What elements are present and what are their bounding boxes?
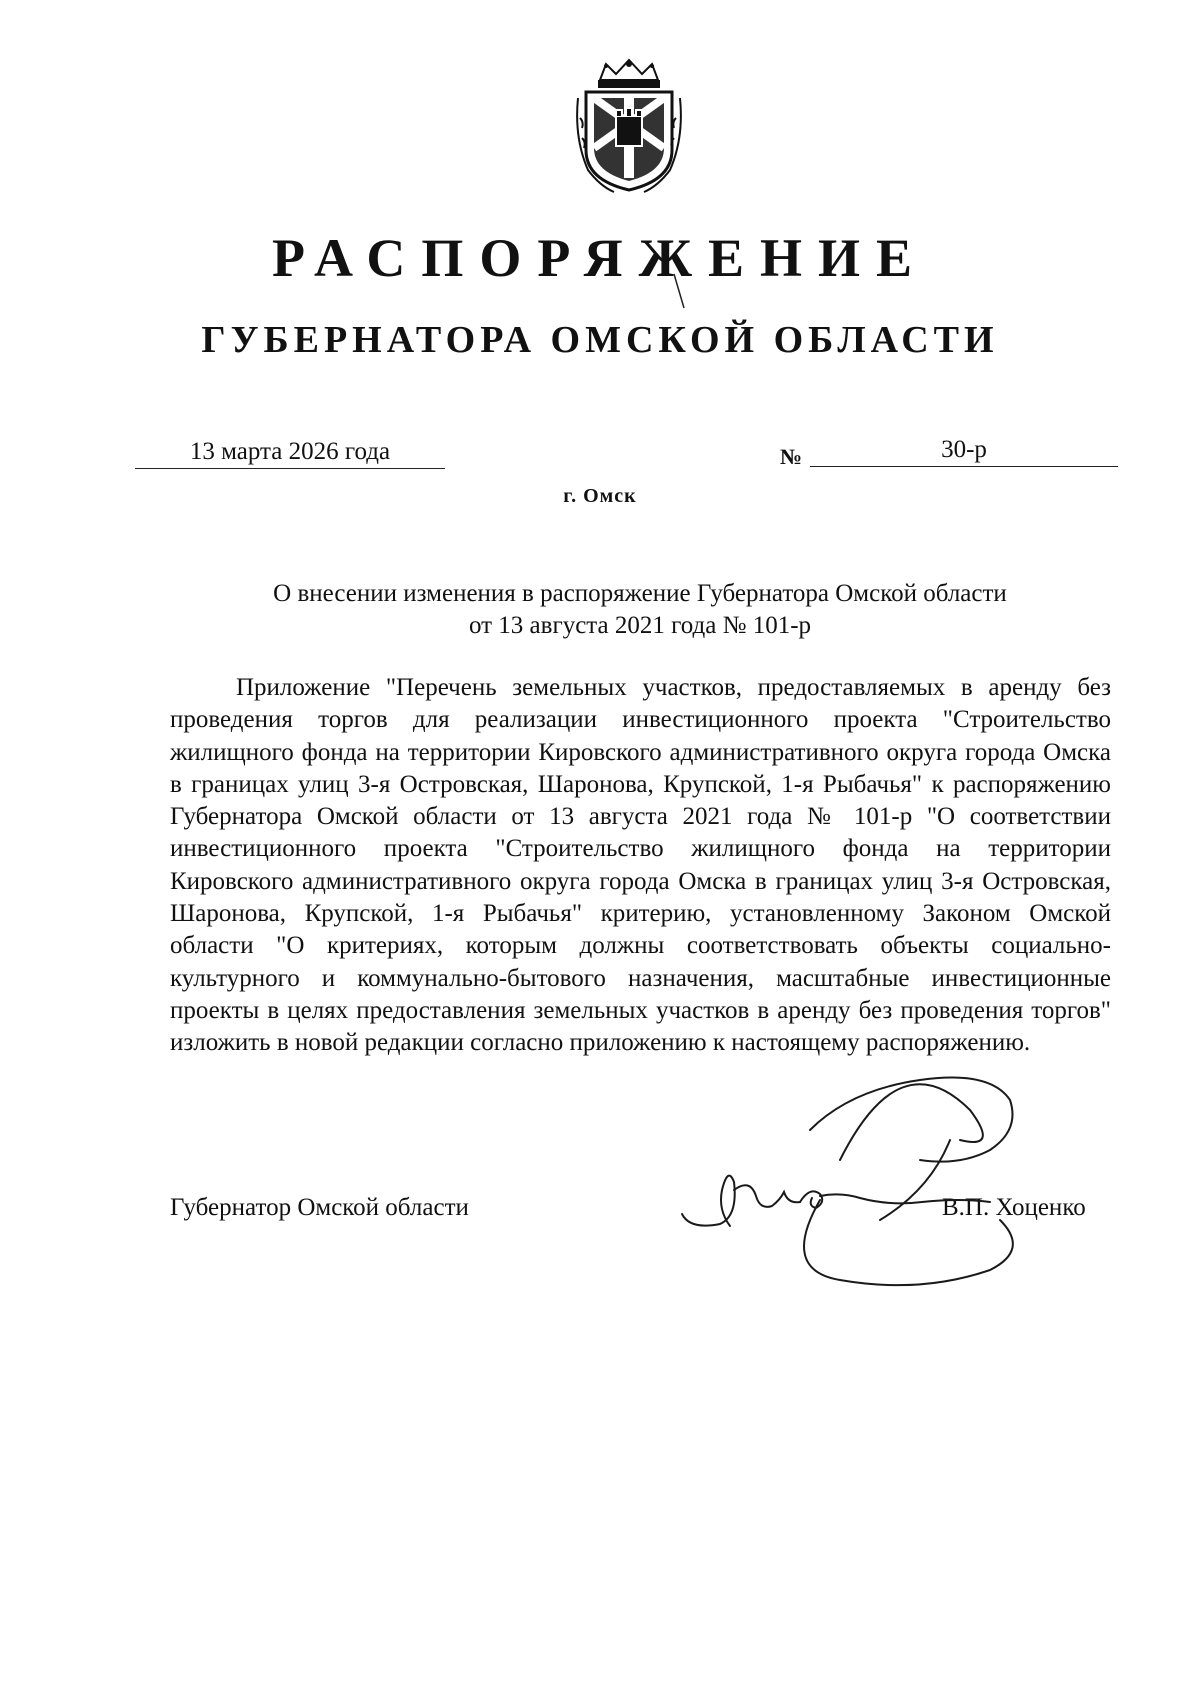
heading-line-1: О внесении изменения в распоряжение Губернатора Омской области <box>273 580 1007 607</box>
city-label: г. Омск <box>563 485 637 507</box>
body-paragraph: Приложение "Перечень земельных участков, предоставляемых в аренду без проведения торгов для реализации инвестиционного проекта "Строительство жилищного фонда на территории Кировского административного округа города Омска в границах улиц 3-я Островская, Шаронова, Крупской, 1-я Рыбачья" к распоряжению Губернатора Омской области от 13 августа 2021 года № 101-р "О соответствии инвестиционного проекта "Строительство жилищного фонда на территории Кировского административного округа города Омска в границах улиц 3-я Островская, Шаронова, Крупской, 1-я Рыбачья" критерию, установленному Законом Омской области "О критериях, которым должны соответствовать объекты социально-культурного и коммунально-бытового назначения, масштабные инвестиционные проекты в целях предоставления земельных участков в аренду без проведения торгов" изложить в новой редакции согласно приложению к настоящему распоряжению. <box>170 674 1111 1057</box>
document-heading <box>160 578 1120 642</box>
coat-of-arms-icon <box>570 58 688 196</box>
document-date: 13 марта 2026 года <box>135 436 445 469</box>
signatory-role: Губернатор Омской области <box>170 1194 469 1221</box>
signature-icon <box>660 1070 1080 1310</box>
document-number: 30-р <box>810 434 1118 467</box>
document-title: РАСПОРЯЖЕНИЕ <box>271 228 929 288</box>
heading-line-2: от 13 августа 2021 года № 101-р <box>468 612 812 639</box>
number-sign: № <box>780 444 803 469</box>
signatory-name: В.П. Хоценко <box>942 1194 1086 1221</box>
document-subtitle: ГУБЕРНАТОРА ОМСКОЙ ОБЛАСТИ <box>201 319 999 361</box>
